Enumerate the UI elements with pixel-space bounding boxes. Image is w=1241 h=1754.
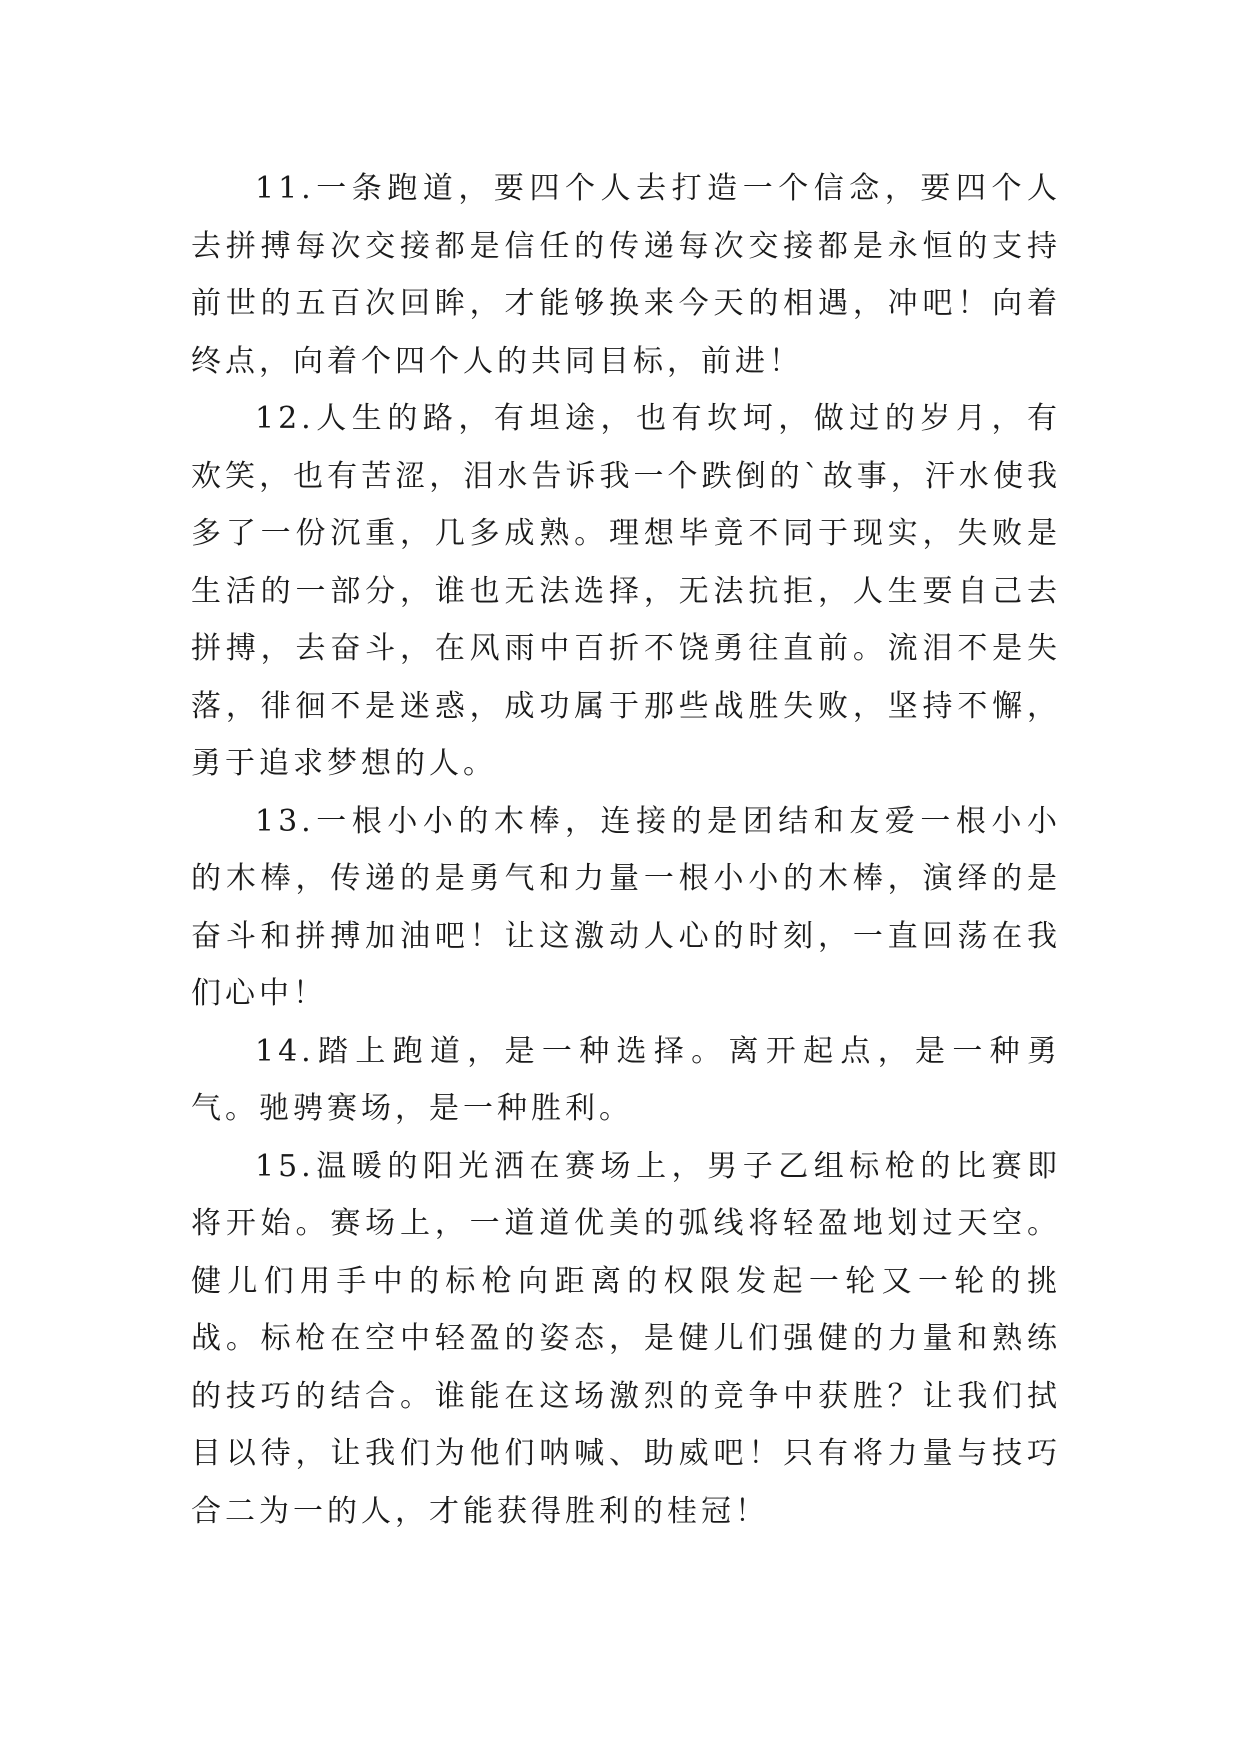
paragraph-11: 11.一条跑道，要四个人去打造一个信念，要四个人去拼搏每次交接都是信任的传递每次交接都是永恒的支持前世的五百次回眸，才能够换来今天的相遇，冲吧！向着终点，向着个四个人的共同目标，前进！ (191, 171, 1061, 379)
document-body (191, 160, 1061, 1540)
paragraph-13: 13.一根小小的木棒，连接的是团结和友爱一根小小的木棒，传递的是勇气和力量一根小小的木棒，演绎的是奋斗和拼搏加油吧！让这激动人心的时刻，一直回荡在我们心中！ (191, 803, 1061, 1011)
paragraph-12: 12.人生的路，有坦途，也有坎坷，做过的岁月，有欢笑，也有苦涩，泪水告诉我一个跌倒的`故事，汗水使我多了一份沉重，几多成熟。理想毕竟不同于现实，失败是生活的一部分，谁也无法选择，无法抗拒，人生要自己去拼搏，去奋斗，在风雨中百折不饶勇往直前。流泪不是失落，徘徊不是迷惑，成功属于那些战胜失败，坚持不懈，勇于追求梦想的人。 (191, 401, 1061, 781)
paragraph-15: 15.温暖的阳光洒在赛场上，男子乙组标枪的比赛即将开始。赛场上，一道道优美的弧线将轻盈地划过天空。健儿们用手中的标枪向距离的权限发起一轮又一轮的挑战。标枪在空中轻盈的姿态，是健儿们强健的力量和熟练的技巧的结合。谁能在这场激烈的竞争中获胜？让我们拭目以待，让我们为他们呐喊、助威吧！只有将力量与技巧合二为一的人，才能获得胜利的桂冠！ (191, 1148, 1061, 1529)
paragraph-14: 14.踏上跑道，是一种选择。离开起点，是一种勇气。驰骋赛场，是一种胜利。 (191, 1033, 1061, 1126)
